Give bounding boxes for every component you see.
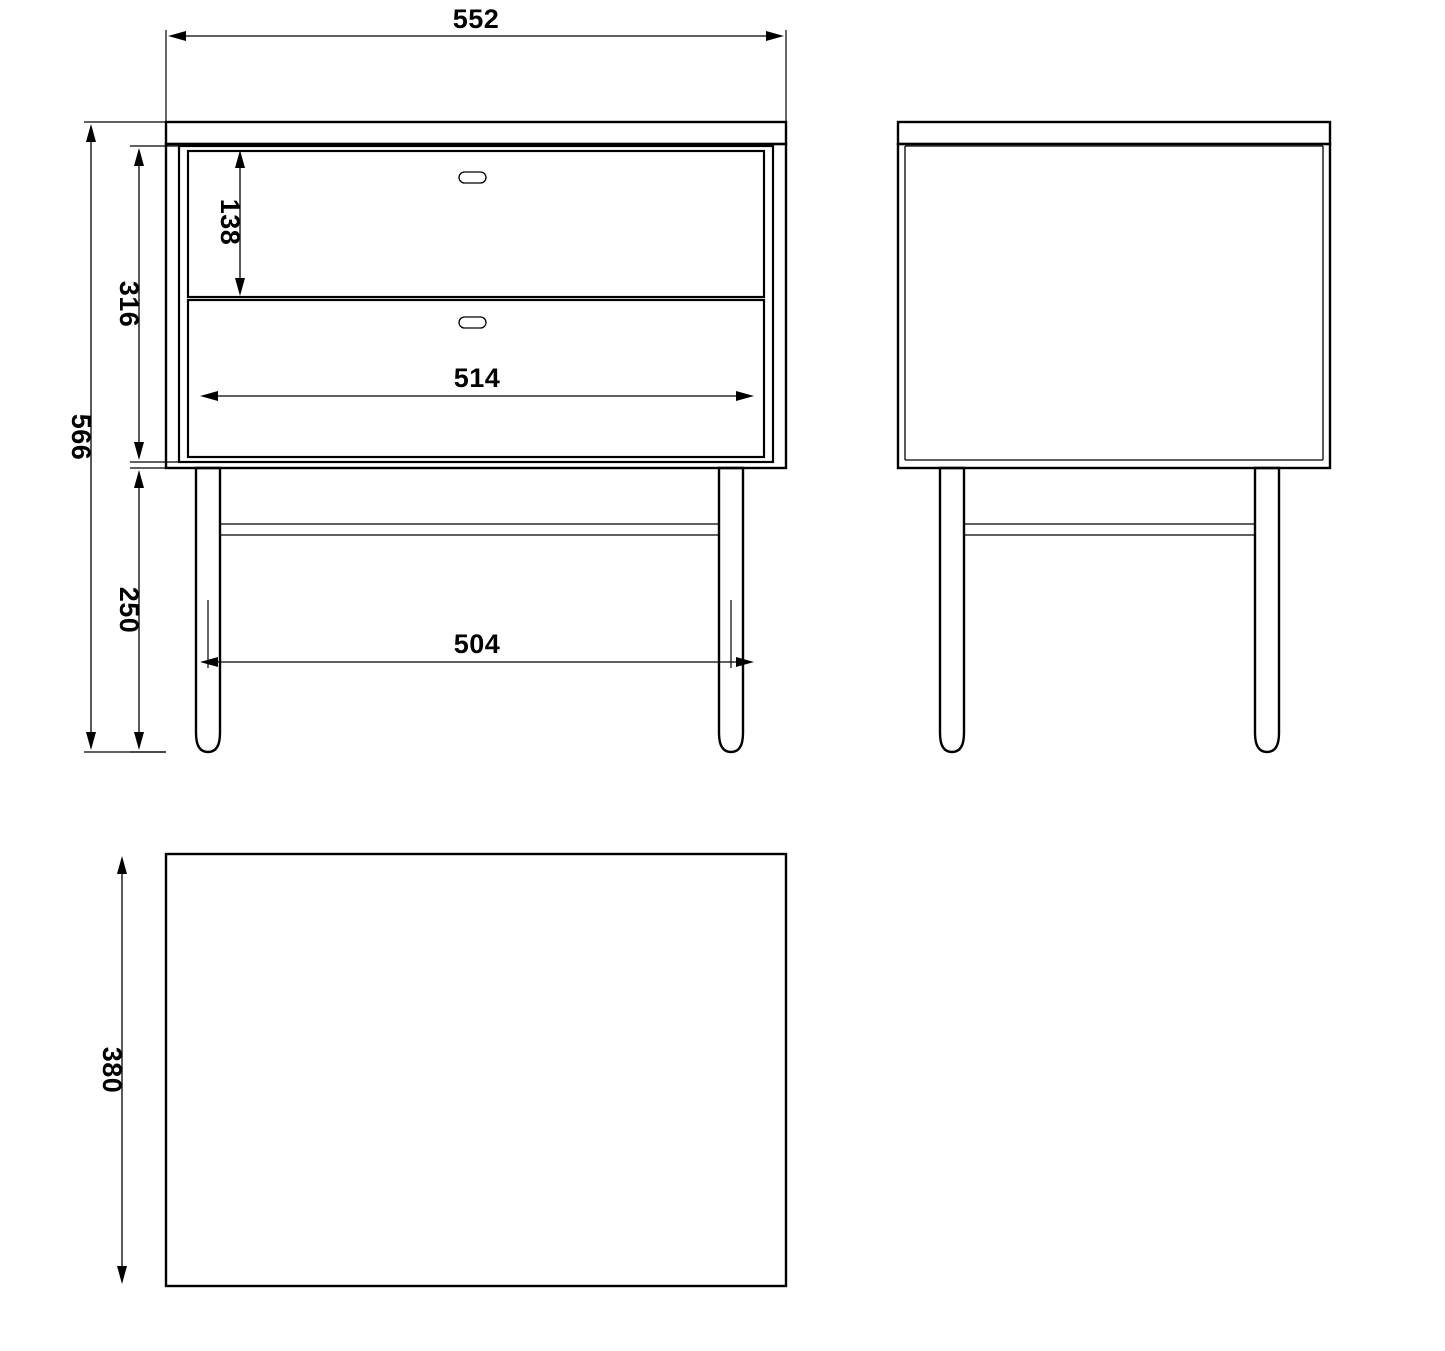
side-top-panel	[898, 122, 1330, 144]
side-left-leg	[940, 468, 964, 752]
dim-250	[114, 468, 166, 752]
side-leg-stretcher	[964, 524, 1255, 535]
dim-138	[215, 150, 245, 296]
front-view	[66, 4, 786, 752]
dim-566-label: 566	[66, 413, 96, 461]
dim-380	[97, 856, 127, 1284]
dim-514	[200, 363, 754, 401]
dim-316	[114, 146, 179, 462]
dim-316-label: 316	[114, 280, 144, 328]
dim-514-label: 514	[453, 363, 501, 393]
side-carcass	[898, 144, 1330, 468]
top-drawer-handle-icon	[459, 172, 486, 183]
dim-566	[66, 122, 166, 752]
top-view	[97, 854, 786, 1286]
dim-552	[166, 4, 786, 122]
dim-504	[200, 600, 754, 668]
dim-504-label: 504	[453, 629, 501, 659]
side-right-leg	[1255, 468, 1279, 752]
side-view	[898, 122, 1330, 752]
side-carcass-inner-line	[905, 146, 1323, 460]
front-drawer-opening	[179, 146, 773, 462]
top-view-outline	[166, 854, 786, 1286]
dim-552-label: 552	[452, 4, 500, 34]
dim-250-label: 250	[114, 586, 144, 634]
front-top-drawer	[188, 151, 764, 297]
front-carcass	[166, 144, 786, 468]
front-top-panel	[166, 122, 786, 144]
dim-138-label: 138	[215, 198, 245, 246]
front-leg-stretcher	[220, 524, 719, 535]
bottom-drawer-handle-icon	[459, 317, 486, 328]
dim-380-label: 380	[97, 1046, 127, 1094]
